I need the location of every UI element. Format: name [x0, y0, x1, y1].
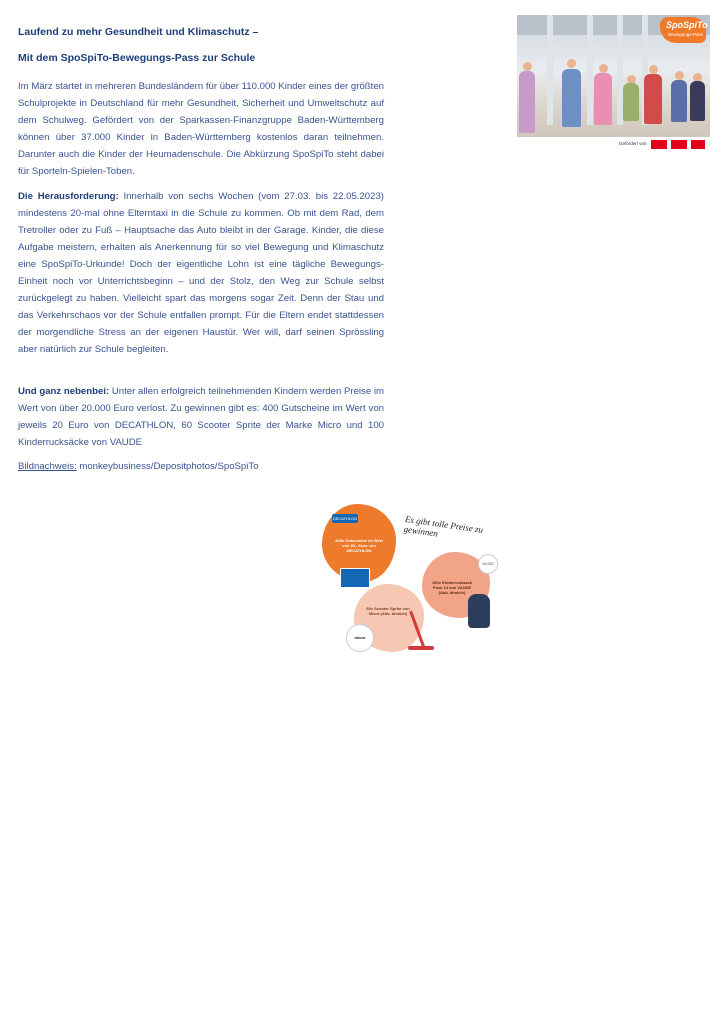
sponsor-logo [671, 140, 687, 149]
child-head [567, 59, 576, 68]
sponsor-logo [691, 140, 705, 149]
micro-prize-text: 60x Scooter Sprite von Micro (Abb. ähnlich) [366, 606, 410, 616]
child-figure [594, 73, 612, 125]
pillar [587, 15, 593, 125]
vaude-logo: VAUDE [478, 554, 498, 574]
child-head [675, 71, 684, 80]
child-figure [644, 74, 662, 124]
paragraph-lead: Die Herausforderung: [18, 191, 119, 202]
sponsor-strip [517, 137, 710, 153]
image-credit [18, 461, 259, 472]
child-figure [671, 80, 687, 122]
child-figure [623, 83, 639, 121]
paragraph-text: Innerhalb von sechs Wochen (vom 27.03. bis 22.05.2023) mindestens 20-mal ohne Elterntaxi in die Schule zu kommen. Ob mit dem Rad, dem Tretroller oder zu Fuß – Hauptsache das Auto bleibt in der Garage. Kinder, die diese Aufgabe meistern, erhalten als Anerkennung für so viel Bewegung und Klimaschutz eine SpoSpiTo-Urkunde! Doch der eigentliche Lohn ist eine tägliche Bewegungs-Einheit noch vor Unterrichtsbeginn – und der Stolz, den Weg zur Schule selbst zurückgelegt zu haben. Vielleicht spart das morgens sogar Zeit. Denn der Stau und das Verkehrschaos vor der Schule entfallen prompt. Für die Eltern endet stattdessen der morgendliche Stress an der eigenen Haustür. Wer will, darf seinen Sprössling aber natürlich zur Schule begleiten. [18, 191, 384, 355]
sponsor-logo [651, 140, 667, 149]
prizes-graphic [318, 498, 498, 660]
decathlon-prize-text: 400x Gutscheine im Wert von 20,- Euro von DECATHLON [335, 538, 383, 553]
decathlon-logo: DECATHLON [332, 516, 358, 521]
vaude-prize-text: 100x Kinderrucksack Puck 14 von VAUDE (Abb. ähnlich) [431, 580, 473, 595]
voucher-card [340, 568, 370, 588]
child-head [523, 62, 532, 71]
backpack-image [468, 594, 490, 628]
children-running-photo [517, 15, 710, 153]
paragraph-lead: Und ganz nebenbei: [18, 386, 110, 397]
child-head [599, 64, 608, 73]
child-figure [519, 71, 535, 133]
logo-text: SpoSpiTo [666, 20, 708, 30]
paragraph-prizes [18, 383, 384, 451]
child-figure [690, 81, 705, 121]
scooter-deck [408, 646, 434, 650]
article-subheading: Mit dem SpoSpiTo-Bewegungs-Pass zur Schule [18, 52, 256, 64]
paragraph-intro: Im März startet in mehreren Bundesländern für über 110.000 Kinder eines der größten Schulprojekte in Deutschland für mehr Gesundheit, Sicherheit und Umweltschutz auf dem Schulweg. Gefördert von der Sparkassen-Finanzgruppe Baden-Württemberg können über 37.000 Kinder in Baden-Württemberg kostenlos daran teilnehmen. Darunter auch die Kinder der Heumadenschule. Die Abkürzung SpoSpiTo steht dabei für Sporteln-Spielen-Toben. [18, 81, 384, 177]
article-heading: Laufend zu mehr Gesundheit und Klimaschutz – [18, 26, 259, 38]
spospito-logo [660, 17, 706, 43]
logo-subtext: Bewegungs-Pass [668, 32, 704, 37]
child-head [649, 65, 658, 74]
paragraph-challenge [18, 188, 384, 358]
prizes-title: Es gibt tolle Preise zu gewinnen [403, 513, 484, 539]
pillar [547, 15, 553, 125]
sponsor-label: Gefördert von [619, 141, 647, 146]
paragraph-text: Unter allen erfolgreich teilnehmenden Kindern werden Preise im Wert von über 20.000 Euro verlost. Zu gewinnen gibt es: 400 Gutscheine im Wert von jeweils 20 Euro von DECATHLON, 60 Scooter Sprite der Marke Micro und 100 Kinderrucksäcke von VAUDE [18, 386, 384, 448]
credit-label: Bildnachweis: [18, 461, 77, 472]
micro-logo: micro [346, 624, 374, 652]
credit-text: monkeybusiness/Depositphotos/SpoSpiTo [76, 461, 259, 472]
child-figure [562, 69, 581, 127]
